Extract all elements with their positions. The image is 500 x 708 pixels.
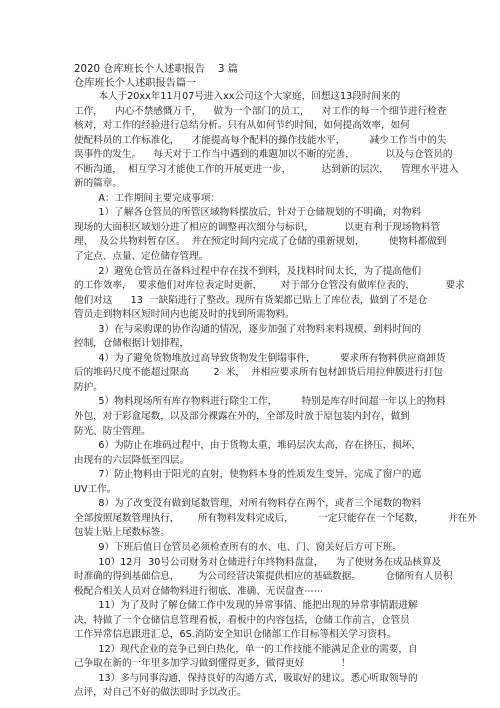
paragraph-line: 己争取在新的一年里多加学习做到懂得更多，做得更好 ！ [74,658,351,670]
paragraph-line: 5）物料现场所有库存物料进行除尘工作， 特别是库存时间超一年以上的物料 [74,396,446,408]
document-title: 2020 仓库班长个人述职报告 3 篇 [74,64,238,75]
paragraph-line: 13）多与同事沟通，保持良好的沟通方式，吸取好的建议。悉心听取领导的 [74,672,418,684]
paragraph-line: 了定点、点量、定位储存管理。 [74,251,209,263]
paragraph-line: 后的堆码尺度不能超过限高 2 米， 并相应要求所有包材卸货后用拉伸膜进行打包 [74,367,443,379]
paragraph-line: 新的篇章。 [74,178,122,190]
paragraph-line: 管员走到物料区短时间内也能及时的找到所需物料。 [74,309,295,321]
paragraph-line: 控制，仓储根据计划排程， [74,338,190,350]
paragraph-line: 3）在与采购课的协作沟通的情况，逐步加强了对物料来料规模、到料时间的 [74,323,422,335]
paragraph-line: A：工作期间主要完成事项： [74,192,221,204]
paragraph-line: 时准确的得到基础信息， 为公司经营决策提供相应的基础数据。 仓储所有人员积 [74,571,453,583]
paragraph-line: 点评，对自己不好的做法即时予以改正。 [74,687,247,699]
paragraph-line: 的工作效率， 要求他们对库位表定时更新， 对于部分仓管没有做库位表的， 要求 [74,280,465,292]
document-header [74,63,434,90]
paragraph-line: 7）防止物料由于阳光的直射，使物料本身的性质发生变异，完成了窗户的遮 [74,469,422,481]
paragraph-line: 防光、防尘管理。 [74,425,151,437]
paragraph-line: 全部按照尾数管理执行， 所有物料发料完成后， 一定只能存在一个尾数， 并在外 [74,512,477,524]
paragraph-line: 不断沟通， 相互学习才能使工作的开展更进一步， 达到新的层次， 管理水平进入 [74,163,459,175]
paragraph-line: 核对，对工作的经验进行总结分析。只有从如何节约时间，如何提高效率，如何 [74,120,410,132]
paragraph-line: 12）现代企业的竞争已到白热化，单一的工作技能不能满足企业的需要，自 [74,643,418,655]
paragraph-line: 决，特做了一个仓储信息管理看板，看板中的内容包括，仓储工作前言，仓管员 [74,614,410,626]
paragraph-line: 现场的大面积区域划分进了相应的调整再次细分与标识， 以更有利于现场物料管 [74,221,441,233]
paragraph-line: 工作异常信息跟进汇总，6S.消防安全知识仓储部工作目标等相关学习资料。 [74,629,397,641]
paragraph-line: 极配合相关人员对仓储物料进行彻底、准确、无误盘查⋯⋯ [74,585,324,597]
paragraph-line: UV工作。 [74,483,117,495]
paragraph-line: 包装上贴上尾数标签。 [74,527,170,539]
paragraph-line: 误事件的发生。 每天对于工作当中遇到的难题加以不断的完善， 以及与仓管员的 [74,149,453,161]
paragraph-line: 由现有的六层降低至四层。 [74,454,190,466]
paragraph-line: 使配料员的工作标准化， 才能提高每个配料的操作技能水平， 减少工作当中的失 [74,134,447,146]
paragraph-line: 理、 及公共物料暂存区。 并在预定时间内完成了仓储的重新规划， 使物料都做到 [74,236,447,248]
paragraph-line: 1）了解各仓管员的所管区域物料摆放后，针对于仓储规划的不明确，对物料 [74,207,422,219]
paragraph-line: 外包，对于彩盒尾数，以及部分裸露在外的，全部及时放于原包装内封存，做到 [74,411,410,423]
paragraph-line: 9）下班后值日仓管员必须检查所有的水、电、门、窗关好后方可下班。 [74,541,402,553]
paragraph-line: 4）为了避免货物堆放过高导致货物发生倒塌事件， 要求所有物料供应商卸货 [74,352,446,364]
paragraph-line: 2）避免仓管员在备料过程中存在找不到料，及找料时间太长，为了提高他们 [74,265,422,277]
paragraph-line: 工作， 内心不禁感慨万千， 做为一个部门的员工， 对工作的每一个细节进行检查 [74,105,447,117]
document-body [74,90,477,701]
paragraph-line: 6）为防止在堆码过程中，由于货物太重，堆码层次太高，存在挤压，损坏， [74,440,422,452]
paragraph-line: 10）12月 30号公司财务对仓储进行年终物料盘盘， 为了使财务在成品核算及 [74,556,442,568]
section-heading: 仓库班长个人述职报告篇一 [74,77,197,89]
paragraph-line: 他们对这 13 一缺陷进行了整改。现所有货架都已贴上了库位表，做到了不是仓 [74,294,428,306]
paragraph-line: 11）为了及时了解仓储工作中发现的异常事情、能把出现的异常事情跟进解 [74,600,418,612]
paragraph-line: 本人于20xx年11月07号进入xx公司这个大家庭，回想这13段时间来的 [74,91,401,102]
paragraph-line: 防护。 [74,381,103,393]
paragraph-line: 8）为了改变没有做到尾数管理，对所有物料存在两个，或者三个尾数的物料 [74,498,422,510]
